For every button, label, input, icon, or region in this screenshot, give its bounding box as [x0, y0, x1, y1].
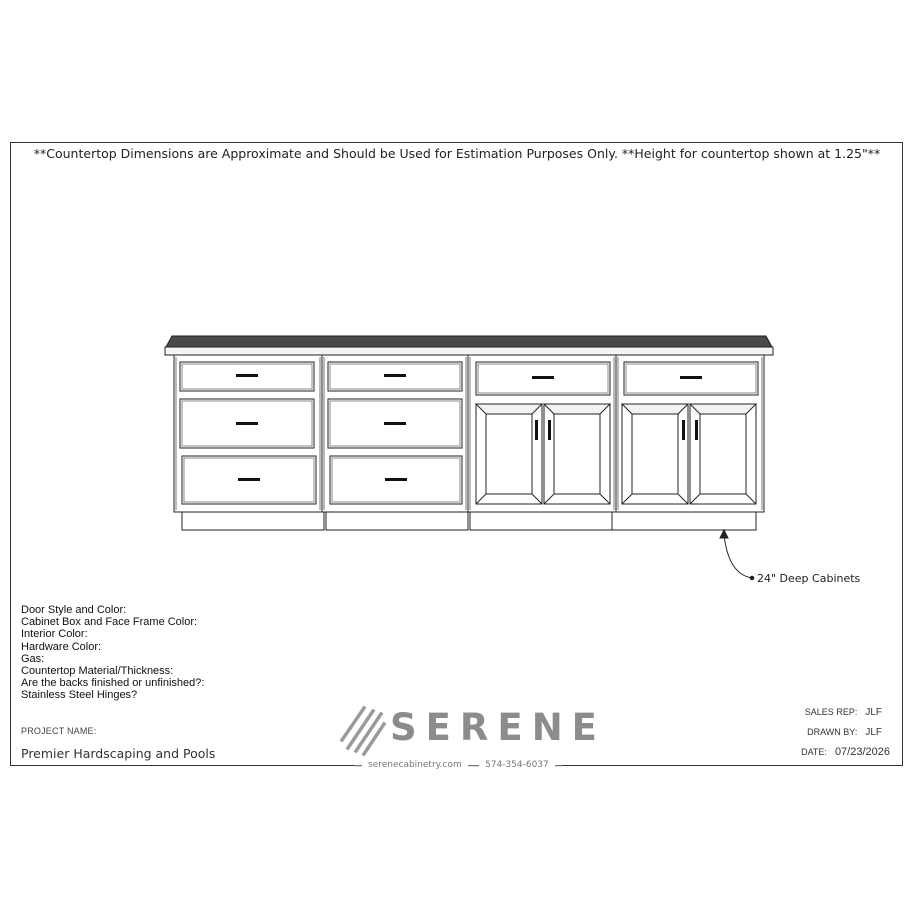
drawn-by-value: JLF: [865, 727, 882, 738]
spec-backs: Are the backs finished or unfinished?:: [21, 677, 205, 690]
spec-hinges: Stainless Steel Hinges?: [21, 689, 138, 702]
door-cabinet-4: [622, 362, 758, 504]
countertop-disclaimer: **Countertop Dimensions are Approximate and Should be Used for Estimation Purposes Only. **Height for countertop shown at 1.25"**: [33, 146, 881, 161]
spec-door-style: Door Style and Color:: [21, 604, 127, 616]
date-row: [801, 746, 890, 758]
spec-hardware-color: Hardware Color:: [21, 640, 102, 653]
serene-logo-mark: [342, 708, 384, 754]
drawn-by-label: DRAWN BY:: [807, 727, 858, 737]
spec-countertop: Countertop Material/Thickness:: [21, 665, 174, 678]
sales-rep-value: JLF: [865, 707, 882, 718]
project-name-label: PROJECT NAME:: [21, 726, 97, 736]
cabinet-depth-callout: 24" Deep Cabinets: [757, 572, 861, 585]
callout-leader: [720, 530, 754, 580]
sales-rep-row: [805, 707, 882, 718]
date-label: DATE:: [801, 747, 827, 757]
sales-rep-label: SALES REP:: [804, 707, 858, 717]
project-name: Premier Hardscaping and Pools: [21, 746, 216, 761]
drawer-bank-2: [328, 362, 462, 504]
spec-gas: Gas:: [21, 652, 45, 665]
date-value: 07/23/2026: [834, 746, 890, 758]
spec-interior-color: Interior Color:: [21, 628, 88, 641]
drawer-bank-1: [180, 362, 316, 504]
spec-list: [21, 604, 204, 702]
serene-logo-text: SERENE: [390, 706, 606, 749]
footer-website: serenecabinetry.com: [362, 760, 468, 770]
footer-phone: 574-354-6037: [479, 760, 555, 770]
spec-box-color: Cabinet Box and Face Frame Color:: [21, 616, 198, 629]
countertop: [165, 336, 773, 355]
drawn-by-row: [807, 727, 882, 738]
toe-kick: [182, 512, 756, 530]
